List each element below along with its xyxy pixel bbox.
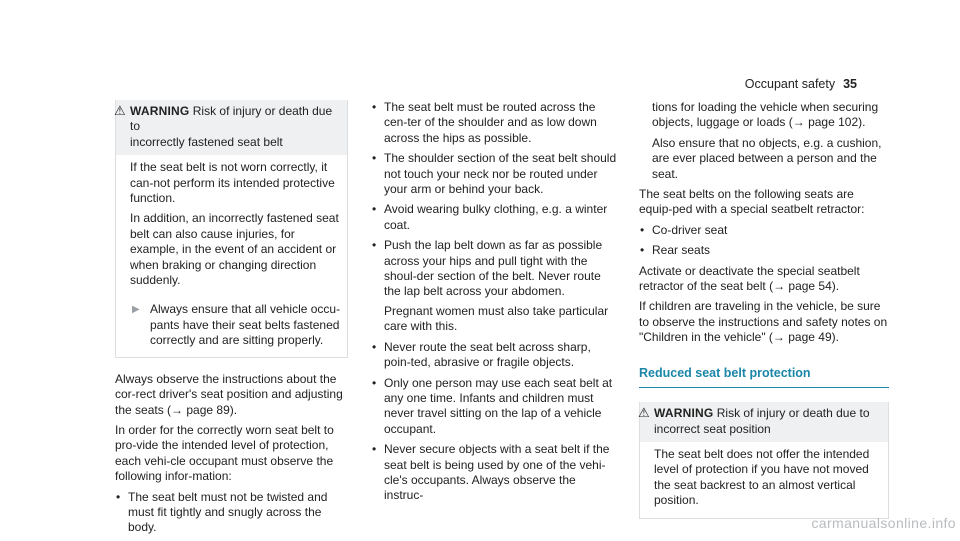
paragraph-children: If children are traveling in the vehicle, be sure to observe the instructions and safety notes on "Children in the vehicle" (→ page 49).: [639, 299, 888, 345]
list-item-continuation: [639, 100, 889, 182]
warning-box-seat-position: [639, 402, 889, 518]
warning-triangle-icon: ⚠: [114, 103, 126, 118]
warning-label: WARNING: [130, 104, 190, 118]
watermark: carmanualsonline.info: [811, 514, 956, 531]
page-header: [745, 77, 857, 92]
paragraph-special-retractor: The seat belts on the following seats are equip-ped with a special seatbelt retractor:: [639, 187, 865, 217]
warning-title-line2: incorrectly fastened seat belt: [130, 134, 283, 149]
play-arrow-icon: ▶: [132, 304, 140, 316]
bullet-list: [371, 100, 617, 504]
bullet-list: [115, 490, 348, 536]
warning-header: [640, 402, 888, 442]
warning-title-line1: Risk of injury or death due to: [130, 104, 333, 134]
pregnant-note: Pregnant women must also take particular care with this.: [384, 303, 609, 334]
column-1: [115, 100, 348, 541]
list-item: • The seat belt must not be twisted and must fit tightly and snugly across the body.: [115, 490, 348, 536]
warning-triangle-icon: ⚠: [638, 405, 650, 421]
warning-title-line2: incorrect seat position: [654, 421, 771, 436]
list-item: • Never route the seat belt across sharp, poin-ted, abrasive or fragile objects.: [371, 340, 617, 371]
paragraph-activate: Activate or deactivate the special seatbelt retractor of the seat belt (→ page 54).: [639, 263, 860, 294]
paragraph-seat-position: Always observe the instructions about the cor-rect driver's seat position and adjusting the seats (→ page 89).: [115, 371, 343, 417]
warning-hint-text: Always ensure that all vehicle occu-pants have their seat belts fastened correctly and are sitting properly.: [150, 302, 341, 348]
warning-box-seat-belt: [115, 100, 348, 358]
continuation-text: Also ensure that no objects, e.g. a cushion, are ever placed between a person and the seat.: [652, 135, 882, 181]
warning-body: [116, 155, 347, 356]
list-item: • Never secure objects with a seat belt if the seat belt is being used by one of the vehi-cle's occupants. Always observe the instruc-: [371, 442, 617, 504]
header-title: Occupant safety: [744, 77, 836, 91]
list-item-text: • Push the lap belt down as far as possible across your hips and pull tight with the shoul-der section of the belt. Never route the lap belt across your abdomen.: [384, 238, 603, 299]
warning-paragraph: If the seat belt is not worn correctly, it can-not perform its intended protective function.: [130, 160, 335, 206]
list-item: • Avoid wearing bulky clothing, e.g. a winter coat.: [371, 202, 617, 233]
list-item: • The shoulder section of the seat belt should not touch your neck nor be routed under your arm or behind your back.: [371, 151, 617, 197]
list-item: • The seat belt must be routed across the cen-ter of the shoulder and as low down across the hips as possible.: [371, 100, 617, 146]
list-item: [371, 238, 617, 334]
list-item: • Rear seats: [639, 243, 889, 258]
warning-body: [640, 442, 888, 518]
list-item: • Only one person may use each seat belt at any one time. Infants and children must never travel sitting on the lap of a vehicle occupant.: [371, 376, 617, 438]
page-number: 35: [843, 77, 857, 91]
warning-title-line1: Risk of injury or death due to: [716, 406, 870, 421]
column-2: [371, 100, 617, 509]
warning-header: [116, 100, 347, 155]
warning-label: WARNING: [654, 406, 714, 421]
seat-list: [639, 223, 889, 259]
paragraph-protection: In order for the correctly worn seat belt to pro-vide the intended level of protection, each vehi-cle occupant must observe the following infor-mation:: [115, 422, 334, 484]
continuation-text: tions for loading the vehicle when securing objects, luggage or loads (→ page 102).: [652, 100, 879, 130]
warning-paragraph: In addition, an incorrectly fastened seat belt can also cause injuries, for example, in the event of an accident or when braking or changing direction suddenly.: [130, 211, 339, 288]
list-item: • Co-driver seat: [639, 223, 889, 238]
warning-paragraph: The seat belt does not offer the intended level of protection if you have not moved the seat backrest to an almost vertical position.: [654, 446, 870, 508]
warning-hint: [130, 300, 341, 348]
column-3: [639, 100, 889, 519]
section-title: Reduced seat belt protection: [639, 366, 889, 388]
